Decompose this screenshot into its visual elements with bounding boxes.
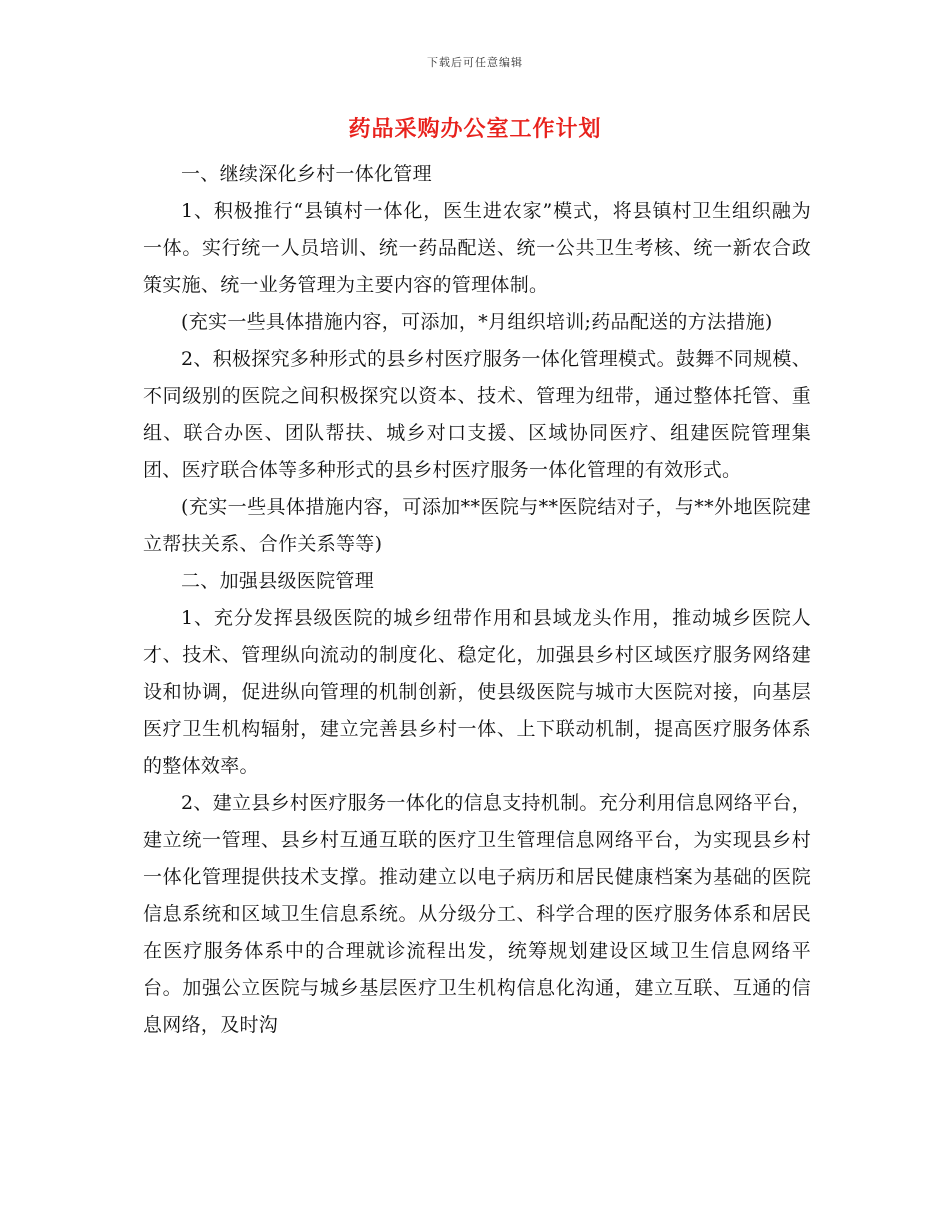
section-heading-2: 二、加强县级医院管理 (181, 570, 375, 592)
paragraph: 1、充分发挥县级医院的城乡纽带作用和县域龙头作用，推动城乡医院人才、技术、管理纵向流动的制度化、稳定化，加强县乡村区域医疗服务网络建设和协调，促进纵向管理的机制创新，使县级医院与城市大医院对接，向基层医疗卫生机构辐射，建立完善县乡村一体、上下联动机制，提高医疗服务体系的整体效率。 (143, 607, 811, 777)
paragraph-note: (充实一些具体措施内容，可添加**医院与**医院结对子，与**外地医院建立帮扶关系、合作关系等等) (143, 496, 811, 555)
paragraph: 1、积极推行“县镇村一体化，医生进农家”模式，将县镇村卫生组织融为一体。实行统一人员培训、统一药品配送、统一公共卫生考核、统一新农合政策实施、统一业务管理为主要内容的管理体制。 (143, 200, 811, 296)
paragraph-note: (充实一些具体措施内容，可添加，*月组织培训;药品配送的方法措施) (181, 311, 773, 333)
section-heading-1: 一、继续深化乡村一体化管理 (181, 163, 432, 185)
paragraph: 2、建立县乡村医疗服务一体化的信息支持机制。充分利用信息网络平台，建立统一管理、县乡村互通互联的医疗卫生管理信息网络平台，为实现县乡村一体化管理提供技术支撑。推动建立以电子病历和居民健康档案为基础的医院信息系统和区域卫生信息系统。从分级分工、科学合理的医疗服务体系和居民在医疗服务体系中的合理就诊流程出发，统筹规划建设区域卫生信息网络平台。加强公立医院与城乡基层医疗卫生机构信息化沟通，建立互联、互通的信息网络，及时沟 (143, 792, 811, 1036)
paragraph: 2、积极探究多种形式的县乡村医疗服务一体化管理模式。鼓舞不同规模、不同级别的医院之间积极探究以资本、技术、管理为纽带，通过整体托管、重组、联合办医、团队帮扶、城乡对口支援、区域协同医疗、组建医院管理集团、医疗联合体等多种形式的县乡村医疗服务一体化管理的有效形式。 (143, 348, 811, 481)
document-body (143, 156, 811, 1044)
header-note: 下载后可任意编辑 (427, 56, 523, 69)
document-title: 药品采购办公室工作计划 (348, 116, 602, 142)
